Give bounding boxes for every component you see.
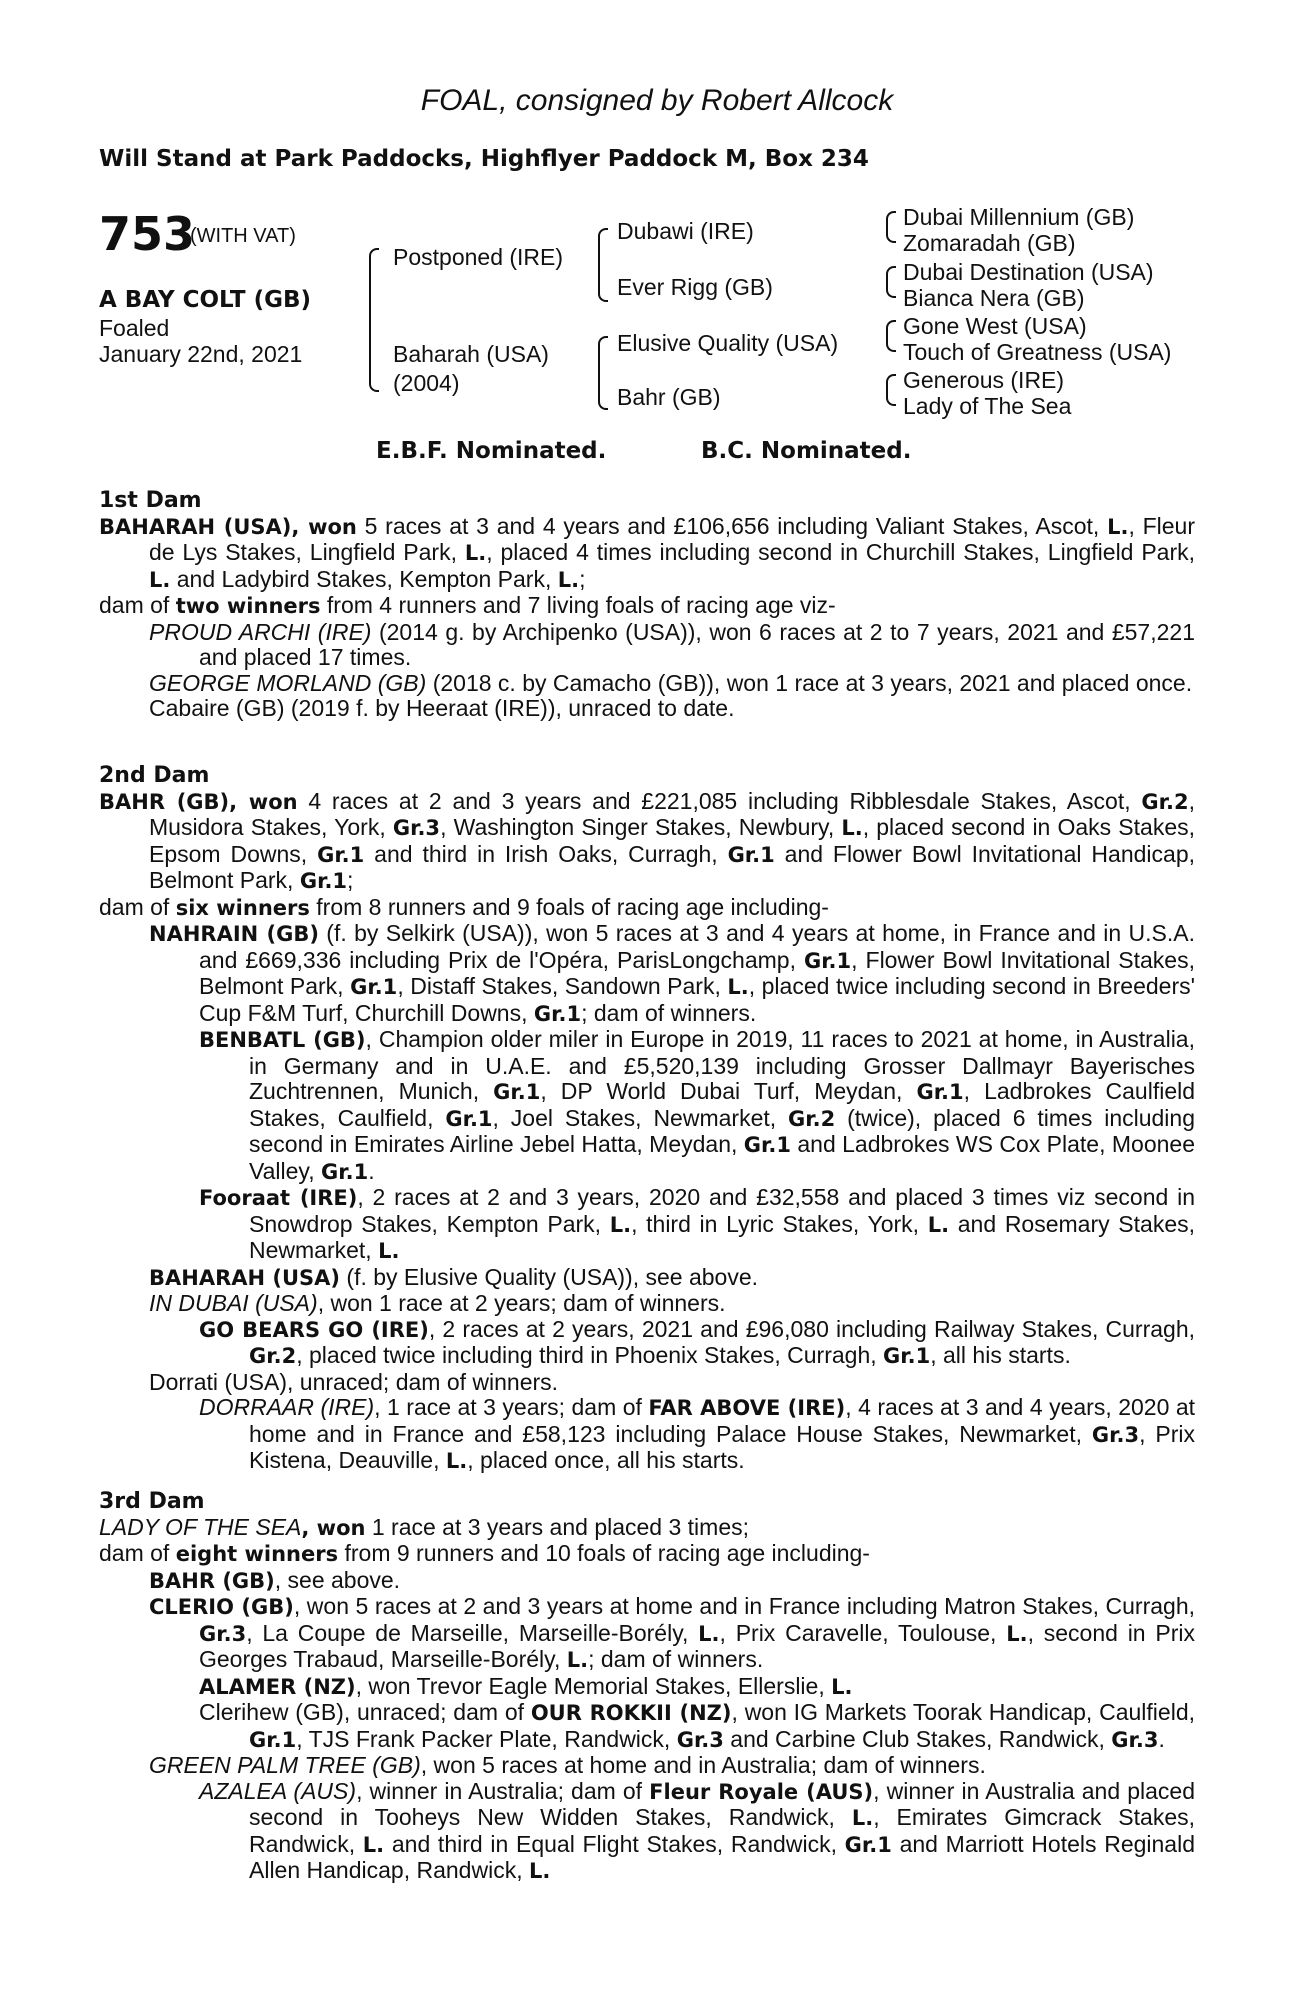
section-heading: 1st Dam [99, 488, 202, 513]
pedigree-gen3: Dubai Destination (USA) [903, 259, 1154, 285]
pedigree-gen2: Ever Rigg (GB) [617, 274, 773, 300]
pedigree-brace-4 [886, 374, 896, 406]
pedigree-gen2: Bahr (GB) [617, 384, 721, 410]
dam-produce-summary: dam of six winners from 8 runners and 9 foals of racing age including- [99, 893, 829, 920]
pedigree-dam: Baharah (USA) [393, 341, 549, 367]
foaled-label: Foaled [99, 315, 170, 341]
produce-entry: ALAMER (NZ), won Trevor Eagle Memorial Stakes, Ellerslie, L. [199, 1672, 853, 1699]
produce-entry: GEORGE MORLAND (GB) (2018 c. by Camacho (GB)), won 1 race at 3 years, 2021 and placed once. [149, 669, 1193, 696]
bc-nomination: B.C. Nominated. [701, 438, 912, 464]
produce-entry: GO BEARS GO (IRE), 2 races at 2 years, 2021 and £96,080 including Railway Stakes, Curragh, Gr.2, placed twice including third in Phoenix Stakes, Curragh, Gr.1, all his starts. [199, 1315, 1195, 1368]
catalogue-title: FOAL, consigned by Robert Allcock [420, 84, 894, 117]
produce-entry: Cabaire (GB) (2019 f. by Heeraat (IRE)), unraced to date. [149, 695, 735, 721]
produce-entry: Clerihew (GB), unraced; dam of OUR ROKKII (NZ), won IG Markets Toorak Handicap, Caulfield, Gr.1, TJS Frank Packer Plate, Randwick, Gr.3 and Carbine Club Stakes, Randwick, Gr.3. [199, 1699, 1195, 1752]
pedigree-gen3: Gone West (USA) [903, 313, 1087, 339]
ebf-nomination: E.B.F. Nominated. [376, 438, 607, 464]
foaled-date: January 22nd, 2021 [99, 341, 303, 367]
pedigree-gen3: Dubai Millennium (GB) [903, 204, 1135, 230]
produce-entry: DORRAAR (IRE), 1 race at 3 years; dam of FAR ABOVE (IRE), 4 races at 3 and 4 years, 2020 at home and in France and £58,123 including Palace House Stakes, Newmarket, Gr.3, Prix Kistena, Deauville, L., placed once, all his starts. [199, 1394, 1196, 1473]
pedigree-brace-1 [886, 211, 896, 243]
produce-entry: IN DUBAI (USA), won 1 race at 2 years; dam of winners. [149, 1290, 726, 1316]
pedigree-brace-main [369, 248, 379, 392]
second-dam-section [99, 763, 1195, 1475]
dam-produce-summary: dam of eight winners from 9 runners and 10 foals of racing age including- [99, 1540, 870, 1566]
lot-description: A BAY COLT (GB) [99, 287, 312, 313]
pedigree-brace-3 [886, 320, 896, 352]
produce-entry: Dorrati (USA), unraced; dam of winners. [149, 1368, 559, 1395]
pedigree-dam-year: (2004) [393, 370, 460, 396]
produce-entry: BENBATL (GB), Champion older miler in Europe in 2019, 11 races to 2021 at home, in Australia, in Germany and in U.A.E. and £5,520,139 including Grosser Dallmayr Bayerisches Zuchtrennen, Munich, Gr.1, DP World Dubai Turf, Meydan, Gr.1, Ladbrokes Caulfield Stakes, Caulfield, Gr.1, Joel Stakes, Newmarket, Gr.2 (twice), placed 6 times including second in Emirates Airline Jebel Hatta, Meydan, Gr.1 and Ladbrokes WS Cox Plate, Moonee Valley, Gr.1. [199, 1026, 1196, 1184]
pedigree-brace-dam [598, 336, 608, 410]
pedigree-gen2: Elusive Quality (USA) [617, 330, 839, 356]
pedigree-brace-sire [598, 228, 608, 302]
pedigree-gen2: Dubawi (IRE) [617, 218, 754, 244]
pedigree-gen3: Touch of Greatness (USA) [903, 339, 1172, 365]
pedigree-gen3: Lady of The Sea [903, 393, 1072, 419]
produce-entry: BAHR (GB), see above. [149, 1566, 401, 1593]
pedigree-gen3: Bianca Nera (GB) [903, 285, 1085, 311]
dam-entry: LADY OF THE SEA, won 1 race at 3 years and placed 3 times; [99, 1513, 750, 1540]
produce-entry: BAHARAH (USA) (f. by Elusive Quality (USA)), see above. [149, 1263, 759, 1290]
pedigree-sire: Postponed (IRE) [393, 244, 564, 270]
vat-note: (WITH VAT) [190, 225, 296, 247]
pedigree-brace-2 [886, 266, 896, 298]
first-dam-section [99, 488, 1195, 722]
produce-entry: CLERIO (GB), won 5 races at 2 and 3 years at home and in France including Matron Stakes, Curragh, Gr.3, La Coupe de Marseille, Marseille-Borély, L., Prix Caravelle, Toulouse, L., second in Prix Georges Trabaud, Marseille-Borély, L.; dam of winners. [149, 1593, 1195, 1672]
produce-entry: AZALEA (AUS), winner in Australia; dam of Fleur Royale (AUS), winner in Australia and placed second in Tooheys New Widden Stakes, Randwick, L., Emirates Gimcrack Stakes, Randwick, L. and third in Equal Flight Stakes, Randwick, Gr.1 and Marriott Hotels Reginald Allen Handicap, Randwick, L. [199, 1777, 1196, 1883]
produce-entry: Fooraat (IRE), 2 races at 2 and 3 years, 2020 and £32,558 and placed 3 times viz second in Snowdrop Stakes, Kempton Park, L., third in Lyric Stakes, York, L. and Rosemary Stakes, Newmarket, L. [199, 1184, 1196, 1263]
dam-entry: BAHR (GB), won 4 races at 2 and 3 years and £221,085 including Ribblesdale Stakes, Ascot, Gr.2, Musidora Stakes, York, Gr.3, Washington Singer Stakes, Newbury, L., placed second in Oaks Stakes, Epsom Downs, Gr.1 and third in Irish Oaks, Curragh, Gr.1 and Flower Bowl Invitational Handicap, Belmont Park, Gr.1; [99, 787, 1196, 893]
produce-entry: PROUD ARCHI (IRE) (2014 g. by Archipenko (USA)), won 6 races at 2 to 7 years, 2021 and £57,221 and placed 17 times. [149, 618, 1195, 670]
third-dam-section [99, 1489, 1195, 1885]
stand-location: Will Stand at Park Paddocks, Highflyer Paddock M, Box 234 [99, 146, 869, 172]
produce-entry: GREEN PALM TREE (GB), won 5 races at home and in Australia; dam of winners. [149, 1752, 986, 1778]
dam-entry: BAHARAH (USA), won 5 races at 3 and 4 years and £106,656 including Valiant Stakes, Ascot, L., Fleur de Lys Stakes, Lingfield Park, L., placed 4 times including second in Churchill Stakes, Lingfield Park, L. and Ladybird Stakes, Kempton Park, L.; [99, 512, 1195, 592]
pedigree-gen3: Zomaradah (GB) [903, 230, 1076, 256]
lot-number: 753 [99, 207, 196, 261]
section-heading: 2nd Dam [99, 763, 210, 788]
dam-produce-summary: dam of two winners from 4 runners and 7 living foals of racing age viz- [99, 592, 836, 618]
section-heading: 3rd Dam [99, 1489, 205, 1514]
pedigree-gen3: Generous (IRE) [903, 367, 1065, 393]
produce-entry: NAHRAIN (GB) (f. by Selkirk (USA)), won 5 races at 3 and 4 years at home, in France and in U.S.A. and £669,336 including Prix de l'Opéra, ParisLongchamp, Gr.1, Flower Bowl Invitational Stakes, Belmont Park, Gr.1, Distaff Stakes, Sandown Park, L., placed twice including second in Breeders' Cup F&M Turf, Churchill Downs, Gr.1; dam of winners. [149, 920, 1196, 1026]
